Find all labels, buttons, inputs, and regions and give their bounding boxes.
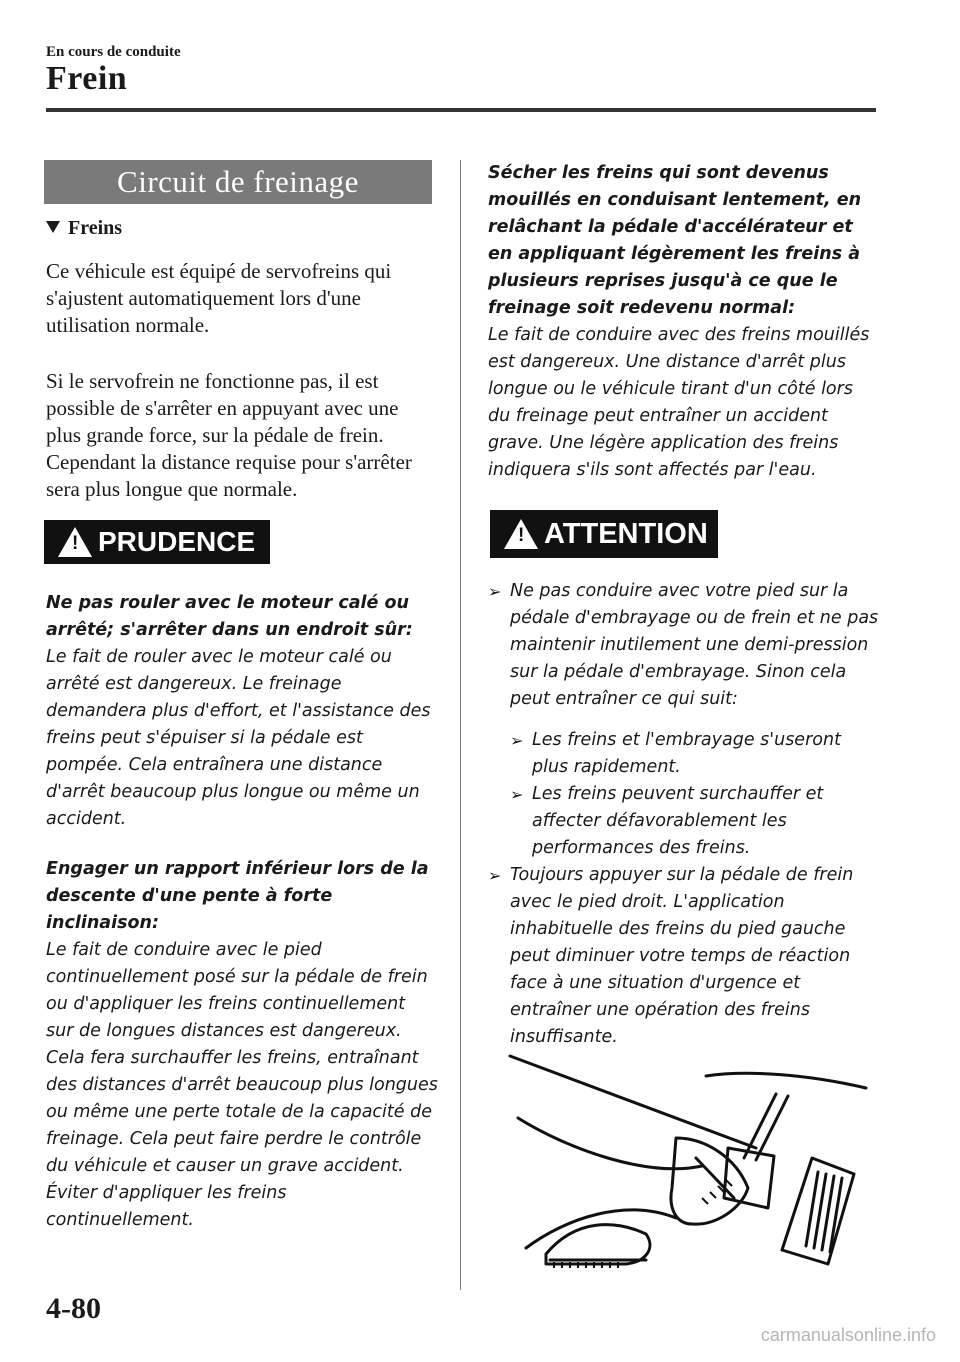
- warning-2-title: Engager un rapport inférieur lors de la descente d'une pente à forte inclinaison:: [46, 859, 429, 933]
- subsection-title: Freins: [68, 217, 123, 239]
- attention-bullet-1: Ne pas conduire avec votre pied sur la pédale d'embrayage ou de frein et ne pas maintenir inutilement une demi-pression sur la pédale d'embrayage. Sinon cela peut entraîner ce qui suit:: [510, 581, 879, 709]
- prudence-warning-1: [46, 590, 438, 833]
- header-divider: [46, 108, 876, 112]
- list-item: [510, 727, 880, 781]
- list-item: [488, 578, 880, 713]
- attention-label: ATTENTION: [544, 517, 708, 550]
- warning-triangle-icon: !: [58, 527, 92, 557]
- column-divider: [460, 160, 461, 1290]
- attention-bullet-1b: Les freins peuvent surchauffer et affecter défavorablement les performances des freins.: [532, 784, 824, 858]
- arrowhead-bullet-icon: ➢: [488, 866, 502, 885]
- arrowhead-bullet-icon: ➢: [510, 731, 524, 750]
- intro-paragraph-2: Si le servofrein ne fonctionne pas, il est possible de s'arrêter en appuyant avec une plus grande force, sur la pédale de frein. Cependant la distance requise pour s'arrêter sera plus longue que normale.: [46, 369, 412, 501]
- warning-1-title: Ne pas rouler avec le moteur calé ou arrêté; s'arrêter dans un endroit sûr:: [46, 593, 413, 640]
- warning-1-body: Le fait de rouler avec le moteur calé ou arrêté est dangereux. Le freinage demandera plus d'effort, et l'assistance des freins peut s'épuiser si la pédale est pompée. Cela entraînera une distance d'arrêt beaucoup plus longue ou même un accident.: [46, 647, 431, 829]
- arrowhead-bullet-icon: ➢: [510, 785, 524, 804]
- attention-bullet-1a: Les freins et l'embrayage s'useront plus rapidement.: [532, 730, 841, 777]
- watermark: carmanualsonline.info: [760, 1325, 936, 1345]
- warning-3-body: Le fait de conduire avec des freins mouillés est dangereux. Une distance d'arrêt plus longue ou le véhicule tirant d'un côté lors du freinage peut entraîner un accident grave. Une légère application des freins indiquera s'ils sont affectés par l'eau.: [488, 325, 870, 480]
- subsection-heading: [46, 217, 122, 240]
- section-banner: Circuit de freinage: [44, 160, 432, 204]
- attention-bullet-2: Toujours appuyer sur la pédale de frein avec le pied droit. L'application inhabituelle des freins du pied gauche peut diminuer votre temps de réaction face à une situation d'urgence et entraîner une opération des freins insuffisante.: [510, 865, 854, 1047]
- prudence-label: PRUDENCE: [98, 526, 256, 557]
- warning-2-body: Le fait de conduire avec le pied continuellement posé sur la pédale de frein ou d'appliquer les freins continuellement sur de longues distances est dangereux. Cela fera surchauffer les freins, entraînant des distances d'arrêt beaucoup plus longues ou même une perte totale de la capacité de freinage. Cela peut faire perdre le contrôle du véhicule et causer un grave accident. Éviter d'appliquer les freins continuellement.: [46, 940, 438, 1230]
- intro-paragraph-1: Ce véhicule est équipé de servofreins qui s'ajustent automatiquement lors d'une utilisation normale.: [46, 259, 392, 337]
- page-number: 4-80: [46, 1292, 101, 1325]
- attention-list: [488, 578, 880, 1051]
- arrowhead-bullet-icon: ➢: [488, 582, 502, 601]
- attention-badge: [490, 510, 718, 558]
- list-item: [510, 781, 880, 862]
- warning-3-title: Sécher les freins qui sont devenus mouillés en conduisant lentement, en relâchant la pédale d'accélérateur et en appliquant légèrement les freins à plusieurs reprises jusqu'à ce que le freinage soit redevenu normal:: [488, 163, 862, 318]
- triangle-down-icon: [46, 221, 60, 233]
- prudence-warning-2: [46, 856, 438, 1234]
- running-header-section: En cours de conduite: [46, 44, 181, 60]
- prudence-warning-3: [488, 160, 878, 484]
- list-item: [488, 862, 880, 1051]
- prudence-badge: [44, 520, 270, 564]
- page-title: Frein: [46, 60, 128, 97]
- pedal-illustration: [506, 1048, 882, 1270]
- warning-triangle-icon: !: [504, 519, 538, 549]
